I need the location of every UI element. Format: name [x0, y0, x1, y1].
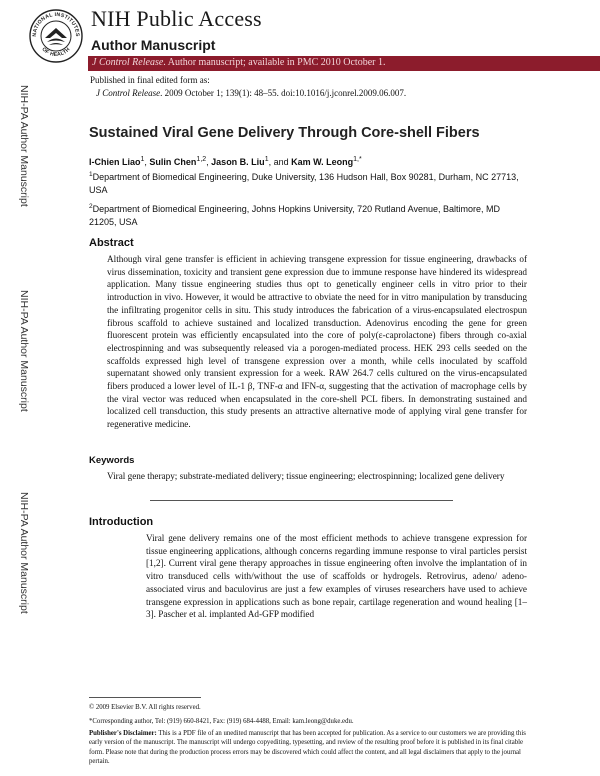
- author-affil-sup: 1: [140, 156, 145, 163]
- author-name: Jason B. Liu: [211, 157, 265, 167]
- side-label-middle: NIH-PA Author Manuscript: [18, 290, 30, 412]
- copyright-footnote: © 2009 Elsevier B.V. All rights reserved.: [89, 704, 201, 711]
- publisher-disclaimer: [89, 729, 539, 766]
- affiliation-sup: 2: [89, 203, 93, 210]
- affiliation-text: Department of Biomedical Engineering, Johns Hopkins University, 720 Rutland Avenue, Baltimore, MD 21205, USA: [89, 204, 500, 227]
- banner-journal: J Control Release: [92, 57, 164, 68]
- disclaimer-label: Publisher's Disclaimer:: [89, 730, 157, 737]
- author-name: I-Chien Liao: [89, 157, 141, 167]
- introduction-heading: Introduction: [89, 516, 154, 528]
- author-name: Sulin Chen: [149, 157, 197, 167]
- nih-public-access-title: NIH Public Access: [91, 6, 262, 31]
- corresponding-author-footnote: *Corresponding author, Tel: (919) 660-8421, Fax: (919) 684-4488, Email: kam.leong@duke.edu.: [89, 718, 354, 725]
- affiliation-sup: 1: [89, 171, 93, 178]
- author-separator: ,: [144, 157, 150, 167]
- keywords-heading: Keywords: [89, 455, 135, 466]
- banner-text: [92, 57, 385, 68]
- banner-note: . Author manuscript; available in PMC 2010 October 1.: [163, 57, 386, 68]
- abstract-text: Although viral gene transfer is efficient in achieving transgene expression for tissue engineering, drawbacks of virus dissemination, toxicity and transient gene expression due to immune response have hindered its widespread application. Many tissue engineering studies thus opt to genetically engineer cells in vitro prior to their introduction in vivo. However, it would be attractive to obviate the need for in vitro manipulation by transducing the infiltrating progenitor cells in situ. This study introduces the fabrication of a virus-encapsulated electrospun fibrous scaffold to achieve sustained and localized transduction. Adenovirus encoding the gene for green fluorescent protein was efficiently encapsulated into the core of poly(ε-caprolactone) fibers through co-axial electrospinning and was subsequently released via a porogen-mediated process. HEK 293 cells seeded on the scaffolds expressed high level of transgene expression over a month, while cells inoculated by scaffold supernatant showed only transient expression for a week. RAW 264.7 cells cultured on the virus-encapsulated fibers produced a lower level of IL-1 β, TNF-α and IFN-α, suggesting that the activation of macrophage cells by the viral vector was reduced when encapsulated in the core-shell PCL fibers. In demonstrating sustained and localized cell transduction, this study presents an attractive alternative mode of applying viral gene transfer for regenerative medicine.: [107, 254, 527, 430]
- affiliation-text: Department of Biomedical Engineering, Duke University, 136 Hudson Hall, Box 90281, Durham, NC 27713, USA: [89, 172, 519, 195]
- disclaimer-text: This is a PDF file of an unedited manuscript that has been accepted for publication. As a service to our customers we are providing this early version of the manuscript. The manuscript will undergo copyediting, typesetting, and review of the resulting proof before it is published in its final citable form. Please note that during the production process errors may be discovered which could affect the content, and all legal disclaimers that apply to the journal pertain.: [89, 730, 526, 765]
- logo-text-bottom: OF HEALTH: [40, 46, 72, 59]
- manuscript-banner: [88, 56, 600, 71]
- author-affil-sup: 1,*: [353, 156, 362, 163]
- author-separator: ,: [206, 157, 212, 167]
- published-in-label: Published in final edited form as:: [90, 75, 210, 85]
- author-name: Kam W. Leong: [291, 157, 354, 167]
- author-separator: , and: [268, 157, 292, 167]
- logo-text-top: NATIONAL INSTITUTES: [31, 11, 81, 37]
- citation-journal: J Control Release: [96, 88, 161, 98]
- svg-text:OF HEALTH: [40, 46, 71, 58]
- citation-details: . 2009 October 1; 139(1): 48–55. doi:10.1016/j.jconrel.2009.06.007.: [160, 88, 407, 98]
- footnote-divider: [89, 697, 201, 698]
- article-title: Sustained Viral Gene Delivery Through Core-shell Fibers: [89, 125, 480, 141]
- citation-line: [96, 88, 406, 98]
- side-label-top: NIH-PA Author Manuscript: [18, 85, 30, 207]
- keywords-divider: [150, 500, 453, 501]
- affiliation-2: [89, 201, 529, 228]
- author-list: [89, 156, 362, 167]
- hhs-eagle-logo-icon: [28, 8, 84, 64]
- introduction-text: Viral gene delivery remains one of the most efficient methods to achieve transgene expression for tissue engineering applications, although concerns regarding immune response to viral particles persist [1,2]. Current viral gene therapy approaches in tissue engineering often involve the implantation of in vitro transduced cells with/without the use of scaffolds or hydrogels. Retrovirus, adeno/ adeno-associated virus and baculovirus are just a few examples of viruses researchers have used to achieve transgene expression in applications such as bone repair, cartilage regeneration and wound healing [1–3]. Pascher et al. implanted Ad-GFP modified: [146, 533, 527, 620]
- author-affil-sup: 1,2: [196, 156, 207, 163]
- author-manuscript-subtitle: Author Manuscript: [91, 37, 216, 53]
- abstract-heading: Abstract: [89, 237, 134, 249]
- side-label-bottom: NIH-PA Author Manuscript: [18, 492, 30, 614]
- author-affil-sup: 1: [264, 156, 269, 163]
- affiliation-1: [89, 169, 529, 196]
- keywords-text: Viral gene therapy; substrate-mediated delivery; tissue engineering; electrospinning; localized gene delivery: [107, 471, 505, 481]
